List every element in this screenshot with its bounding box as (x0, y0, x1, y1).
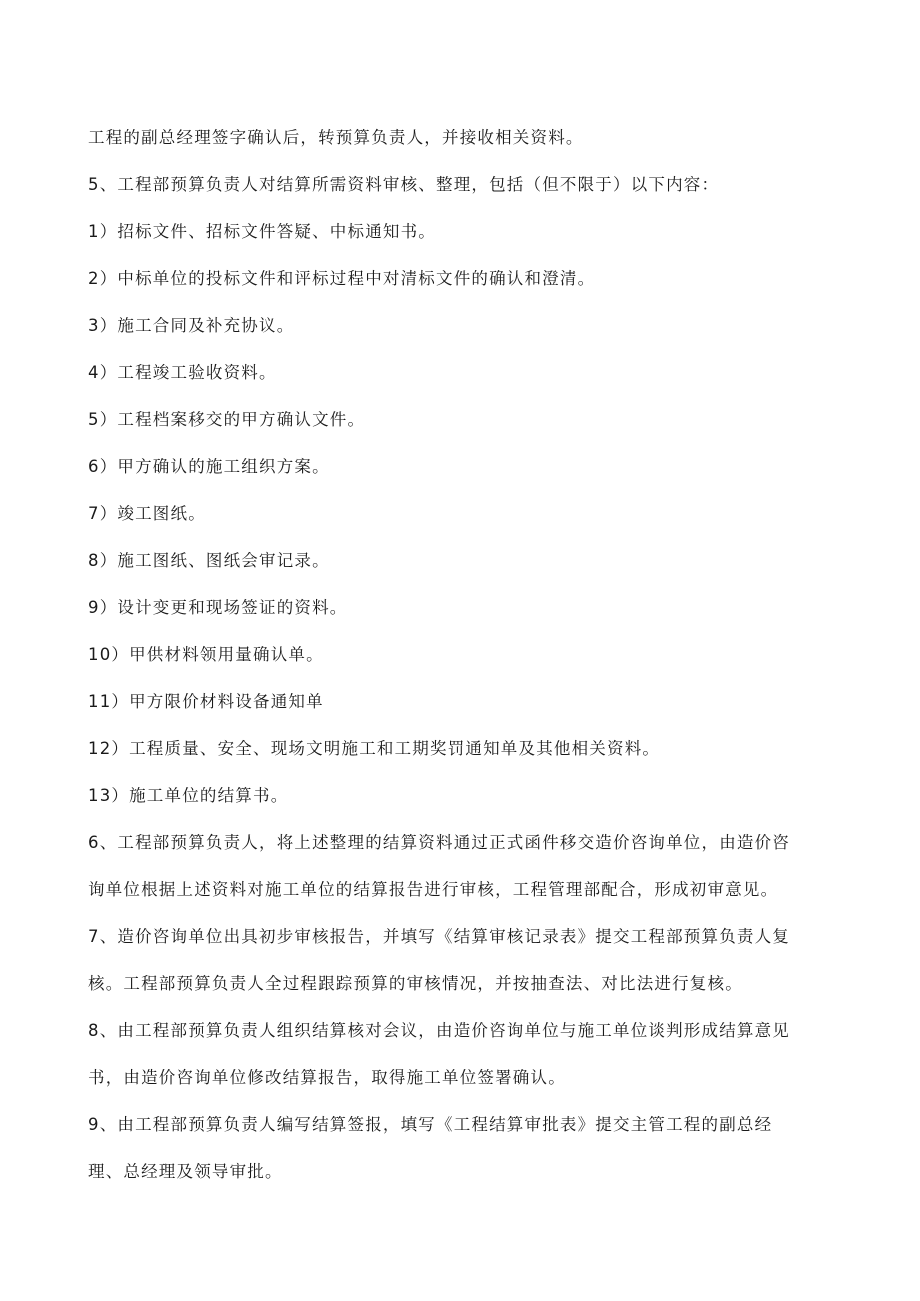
list-item: 11）甲方限价材料设备通知单 (88, 692, 324, 711)
list-item: 1）招标文件、招标文件答疑、中标通知书。 (88, 222, 436, 241)
paragraph-line: 工程的副总经理签字确认后，转预算负责人，并接收相关资料。 (88, 128, 584, 147)
paragraph-line: 6、工程部预算负责人，将上述整理的结算资料通过正式函件移交造价咨询单位，由造价咨 (88, 833, 790, 852)
list-item: 2）中标单位的投标文件和评标过程中对清标文件的确认和澄清。 (88, 269, 596, 288)
list-item: 7）竣工图纸。 (88, 504, 206, 523)
list-item: 10）甲供材料领用量确认单。 (88, 645, 324, 664)
list-item: 9）设计变更和现场签证的资料。 (88, 598, 348, 617)
list-item: 12）工程质量、安全、现场文明施工和工期奖罚通知单及其他相关资料。 (88, 739, 661, 758)
list-item: 6）甲方确认的施工组织方案。 (88, 457, 330, 476)
paragraph-line: 8、由工程部预算负责人组织结算核对会议，由造价咨询单位与施工单位谈判形成结算意见 (88, 1021, 790, 1040)
list-item: 5）工程档案移交的甲方确认文件。 (88, 410, 366, 429)
list-item: 4）工程竣工验收资料。 (88, 363, 277, 382)
paragraph-line: 5、工程部预算负责人对结算所需资料审核、整理，包括（但不限于）以下内容： (88, 175, 720, 194)
list-item: 13）施工单位的结算书。 (88, 786, 289, 805)
paragraph-line: 理、总经理及领导审批。 (88, 1162, 283, 1181)
list-item: 3）施工合同及补充协议。 (88, 316, 295, 335)
list-item: 8）施工图纸、图纸会审记录。 (88, 551, 330, 570)
paragraph-line: 9、由工程部预算负责人编写结算签报，填写《工程结算审批表》提交主管工程的副总经 (88, 1115, 773, 1134)
paragraph-line: 核。工程部预算负责人全过程跟踪预算的审核情况，并按抽查法、对比法进行复核。 (88, 974, 743, 993)
paragraph-line: 询单位根据上述资料对施工单位的结算报告进行审核，工程管理部配合，形成初审意见。 (88, 880, 779, 899)
paragraph-line: 7、造价咨询单位出具初步审核报告，并填写《结算审核记录表》提交工程部预算负责人复 (88, 927, 790, 946)
paragraph-line: 书，由造价咨询单位修改结算报告，取得施工单位签署确认。 (88, 1068, 566, 1087)
